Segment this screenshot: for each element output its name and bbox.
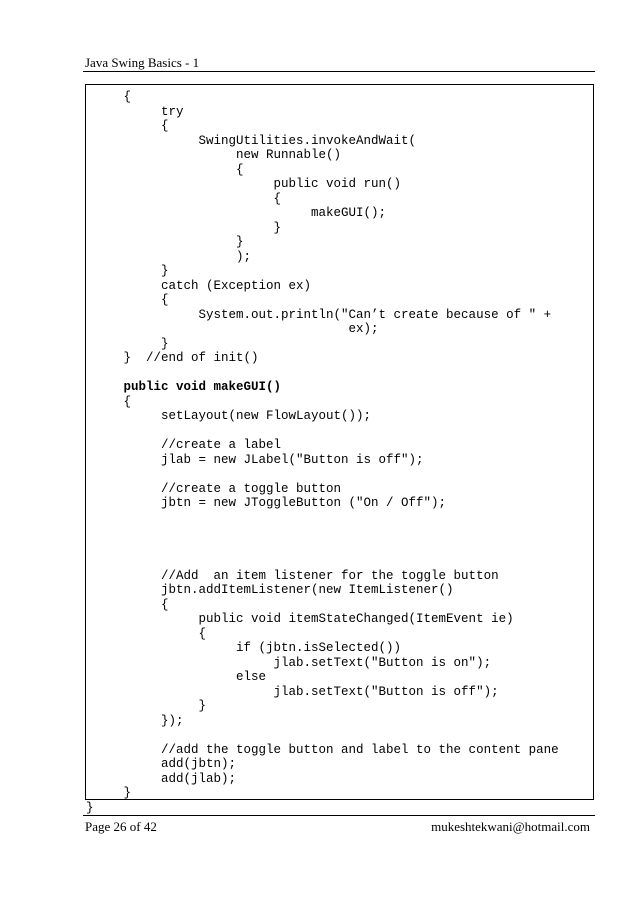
code-line: //create a label <box>86 438 282 452</box>
code-line: { <box>86 597 169 612</box>
code-line: else <box>86 670 267 684</box>
code-line: if (jbtn.isSelected()) <box>86 641 402 655</box>
code-line: } <box>86 220 282 235</box>
code-listing <box>86 90 559 815</box>
code-line: jlab.setText("Button is off"); <box>86 684 499 699</box>
code-line: jlab = new JLabel("Button is off"); <box>86 452 424 467</box>
code-line <box>86 540 559 555</box>
code-line: public void itemStateChanged(ItemEvent ie) <box>86 612 514 626</box>
code-line: { <box>86 293 169 307</box>
code-line: //Add an item listener for the toggle button <box>86 568 499 583</box>
page-header-title: Java Swing Basics - 1 <box>85 55 200 70</box>
code-line: setLayout(new FlowLayout()); <box>86 409 372 423</box>
code-line: { <box>86 626 207 641</box>
code-line: } //end of init() <box>86 351 259 365</box>
code-line: { <box>86 162 244 177</box>
code-line: { <box>86 394 132 409</box>
code-listing-box <box>85 84 594 815</box>
code-line: add(jbtn); <box>86 757 237 771</box>
header-divider <box>83 71 595 72</box>
code-line: public void makeGUI() <box>86 380 282 394</box>
code-line: { <box>86 119 169 133</box>
code-line: //add the toggle button and label to the content pane <box>86 742 559 757</box>
code-line: new Runnable() <box>86 148 342 162</box>
code-line <box>86 366 559 381</box>
code-line <box>86 424 559 439</box>
code-line <box>86 728 559 743</box>
author-email: mukeshtekwani@hotmail.com <box>431 819 590 834</box>
code-line: } <box>86 264 169 278</box>
code-line <box>86 554 559 569</box>
code-line: jlab.setText("Button is on"); <box>86 655 492 670</box>
code-line <box>86 467 559 482</box>
code-line <box>86 511 559 526</box>
code-line: jbtn = new JToggleButton ("On / Off"); <box>86 496 447 510</box>
code-line: add(jlab); <box>86 771 237 786</box>
footer-divider <box>83 815 595 816</box>
code-line: } <box>86 336 169 351</box>
code-line: } <box>86 786 132 800</box>
code-line: { <box>86 90 132 104</box>
page-number: Page 26 of 42 <box>85 819 157 834</box>
code-line: catch (Exception ex) <box>86 278 312 293</box>
code-line: } <box>86 235 244 249</box>
code-line: } <box>86 800 94 815</box>
code-line: public void run() <box>86 177 402 191</box>
code-line: } <box>86 699 207 713</box>
code-line <box>86 525 559 540</box>
code-line: }); <box>86 713 184 728</box>
code-line: makeGUI(); <box>86 206 387 220</box>
code-line: try <box>86 104 184 119</box>
code-line: { <box>86 191 282 206</box>
code-line: System.out.println("Can’t create because of " + <box>86 307 552 322</box>
code-line: //create a toggle button <box>86 481 342 496</box>
code-line: ex); <box>86 322 379 336</box>
code-line: SwingUtilities.invokeAndWait( <box>86 133 417 148</box>
code-line: ); <box>86 249 252 264</box>
code-line: jbtn.addItemListener(new ItemListener() <box>86 583 454 597</box>
